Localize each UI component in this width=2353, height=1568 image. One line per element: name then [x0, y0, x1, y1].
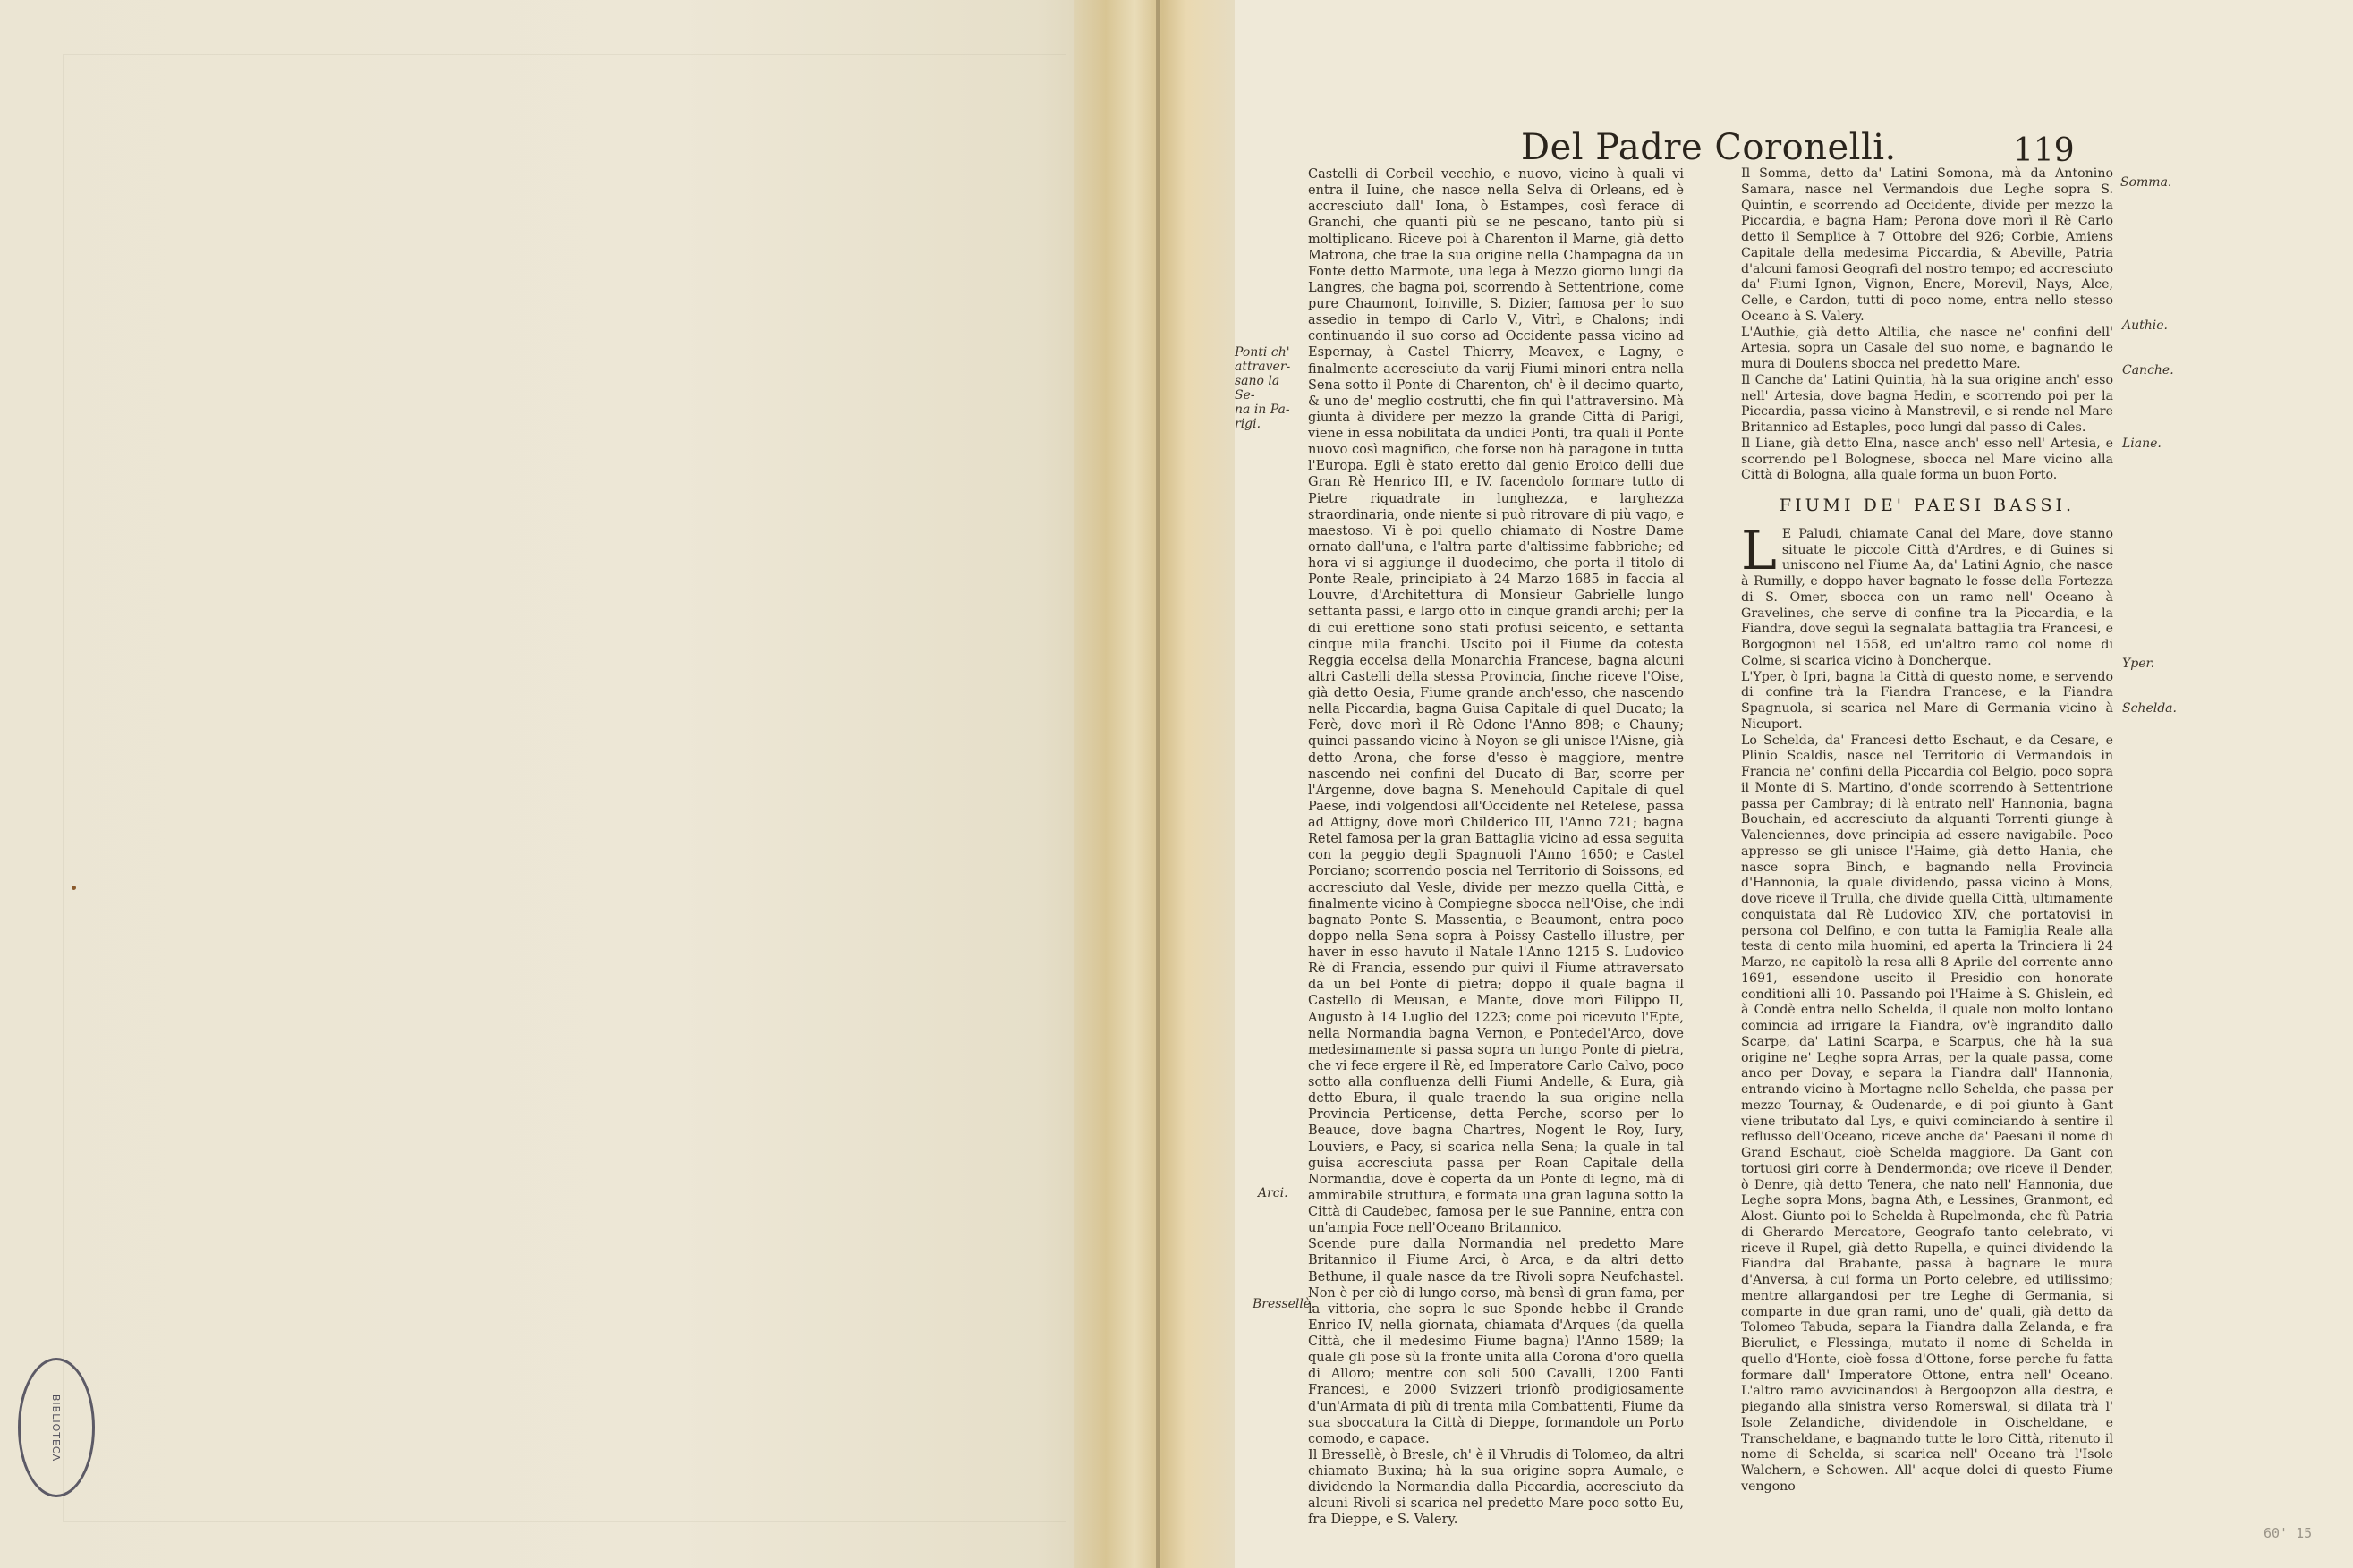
library-stamp-text: BIBLIOTECA — [50, 1394, 63, 1462]
margin-note-somma: Somma. — [2120, 175, 2172, 190]
text-column-left — [1308, 166, 1684, 1529]
margin-note-ponti: Ponti ch' attraver- sano la Se- na in Pa- rigi. — [1235, 345, 1291, 431]
margin-note-liane: Liane. — [2122, 436, 2162, 451]
paragraph: Il Liane, già detto Elna, nasce anch' esso nell' Artesia, e scorrendo pe'l Bolognese, sbocca nel Mare vicino alla Città di Bologna, alla quale forma un buon Porto. — [1741, 436, 2113, 483]
paragraph: Scende pure dalla Normandia nel predetto Mare Britannico il Fiume Arci, ò Arca, e da altri detto Bethune, il quale nasce da tre Rivoli sopra Neufchastel. Non è per ciò di lungo corso, mà bensì di gran fama, per la vittoria, che sopra le sue Sponde hebbe il Grande Enrico IV, nella giornata, chiamata d'Arques (da quella Città, che il medesimo Fiume bagna) l'Anno 1589; la quale gli pose sù la fronte unita alla Corona d'oro quella di Alloro; mentre con soli 500 Cavalli, 1200 Fanti Francesi, e 2000 Svizzeri trionfò prodigiosamente d'un'Armata di più di trenta mila Combattenti, Fiume da sua sboccatura la Città di Dieppe, formandole un Porto comodo, e capace. — [1308, 1237, 1684, 1446]
margin-note-authie: Authie. — [2122, 318, 2168, 333]
left-page-blank — [0, 0, 1127, 1568]
margin-note-schelda: Schelda. — [2122, 701, 2177, 716]
paragraph: L'Yper, ò Ipri, bagna la Città di questo nome, e servendo di confine trà la Fiandra Francese, e la Fiandra Spagnuola, si scarica nel Mare di Germania vicino à Nicuport. — [1741, 669, 2113, 732]
section-title: FIUMI DE' PAESI BASSI. — [1779, 496, 2076, 515]
margin-note-bresselle: Bressellè. — [1253, 1297, 1315, 1311]
ghost-map-frame — [63, 54, 1066, 1522]
paragraph: Il Canche da' Latini Quintia, hà la sua origine anch' esso nell' Artesia, dove bagna Hedin, e scorrendo poi per la Piccardia, passa vicino à Manstrevil, e si rende nel Mare Britannico ad Estaples, poco lungi dal passo di Cales. — [1741, 372, 2113, 435]
margin-note-arci: Arci. — [1258, 1186, 1288, 1200]
shelfmark: 60' 15 — [2264, 1525, 2313, 1541]
paragraph: Castelli di Corbeil vecchio, e nuovo, vicino à quali vi entra il Iuine, che nasce nella Selva di Orleans, ed è accresciuto dall' Iona, ò Estampes, così ferace di Granchi, che quanti più se ne pescano, tanto più si moltiplicano. Riceve poi à Charenton il Marne, già detto Matrona, che trae la sua origine nella Champagna da un Fonte detto Marmote, una lega à Mezzo giorno lungi da Langres, che bagna poi, scorrendo à Settentrione, come pure Chaumont, Ioinville, S. Dizier, famosa per lo suo assedio in tempo di Carlo V., Vitrì, e Chalons; indi continuando il suo corso ad Occidente passa vicino ad Espernay, à Castel Thierry, Meavex, e Lagny, e finalmente accresciuto da varij Fiumi minori entra nella Sena sotto il Ponte di Charenton, ch' è il decimo quarto, & uno de' meglio costrutti, che fin quì l'attraversino. Mà giunta à dividere per mezzo la grande Città di Parigi, viene in essa nobilitata da undici Ponti, tra quali il Ponte nuovo così magnifico, che forse non hà paragone in tutta l'Europa. Egli è stato eretto dal genio Eroico delli due Gran Rè Henrico III, e IV. facendolo formare tutto di Pietre riquadrate in lunghezza, e larghezza straordinaria, onde niente si può ritrovare di più vago, e maestoso. Vi è poi quello chiamato di Nostre Dame ornato dall'una, e l'altra parte d'altissime fabbriche; ed hora vi si aggiunge il duodecimo, che porta il titolo di Ponte Reale, principiato à 24 Marzo 1685 in faccia al Louvre, d'Architettura di Monsieur Gabrielle lungo settanta passi, e largo otto in cinque grandi archi; per la di cui erettione sono stati profusi seicento, e settanta cinque mila franchi. Uscito poi il Fiume da cotesta Reggia eccelsa della Monarchia Francese, bagna alcuni altri Castelli della stessa Provincia, finche riceve l'Oise, già detto Oesia, Fiume grande anch'esso, che nascendo nella Piccardia, bagna Guisa Capitale di quel Ducato; la Ferè, dove morì il Rè Odone l'Anno 898; e Chauny; quinci passando vicino à Noyon se gli unisce l'Aisne, già detto Arona, che forse d'esso è maggiore, mentre nascendo nei confini del Ducato di Bar, scorre per l'Argenne, dove bagna S. Menehould Capitale di quel Paese, indi volgendosi all'Occidente nel Retelese, passa ad Attigny, dove morì Childerico III, l'Anno 721; bagna Retel famosa per la gran Battaglia vicino ad essa seguita con la peggio degli Spagnuoli l'Anno 1650; e Castel Porciano; scorrendo poscia nel Territorio di Soissons, ed accresciuto dal Vesle, divide per mezzo quella Città, e finalmente vicino à Compiegne sbocca nell'Oise, che indi bagnato Ponte S. Massentia, e Beaumont, entra poco doppo nella Sena sopra à Poissy Castello illustre, per haver in esso havuto il Natale l'Anno 1215 S. Ludovico Rè di Francia, essendo pur quivi il Fiume attraversato da un bel Ponte di pietra; doppo il quale bagna il Castello di Meusan, e Mante, dove morì Filippo II, Augusto à 14 Luglio del 1223; come poi ricevuto l'Epte, nella Normandia bagna Vernon, e Pontedel'Arco, dove medesimamente si passa sopra un lungo Ponte di pietra, che vi fece ergere il Rè, ed Imperatore Carlo Calvo, poco sotto alla confluenza delli Fiumi Andelle, & Eura, già detto Ebura, il quale traendo la sua origine nella Provincia Perticense, detta Perche, scorso per lo Beauce, dove bagna Chartres, Nogent le Roy, Iury, Louviers, e Pacy, si scarica nella Sena; la quale in tal guisa accresciuta passa per Roan Capitale della Normandia, dove è coperta da un Ponte di legno, mà di ammirabile struttura, e formata una gran laguna sotto la Città di Caudebec, famosa per le sue Pannine, entra con un'ampia Foce nell'Oceano Britannico. — [1308, 167, 1684, 1236]
paragraph: Lo Schelda, da' Francesi detto Eschaut, e da Cesare, e Plinio Scaldis, nasce nel Territorio di Vermandois in Francia ne' confini della Piccardia col Belgio, poco sopra il Monte di S. Martino, d'onde scorrendo à Settentrione passa per Cambray; di là entrato nell' Hannonia, bagna Bouchain, ed accresciuto da alquanti Torrenti giunge à Valenciennes, dove principia ad essere navigabile. Poco appresso se gli unisce l'Haime, già detto Hania, che nasce sopra Binch, e bagnando nella Provincia d'Hannonia, la quale dividendo, passa vicino à Mons, dove riceve il Trulla, che divide quella Città, ultimamente conquistata dal Rè Ludovico XIV, che portatovisi in persona col Delfino, e con tutta la Famiglia Reale alla testa di cento mila huomini, ed aperta la Trinciera li 24 Marzo, ne capitolò la resa alli 8 Aprile del corrente anno 1691, essendone uscito il Presidio con honorate conditioni alli 10. Passando poi l'Haime à S. Ghislein, ed à Condè entra nello Schelda, il quale non molto lontano comincia ad irrigare la Fiandra, ov'è ingrandito dallo Scarpe, da' Latini Scarpa, e Scarpus, che hà la sua origine ne' Leghe sopra Arras, per la quale passa, come anco per Dovay, e separa la Fiandra dall' Hannonia, entrando vicino à Mortagne nello Schelda, che passa per mezzo Tournay, & Oudenarde, e di poi giunto à Gant viene tributato dal Lys, e quivi cominciando à sentire il reflusso dell'Oceano, riceve anche da' Paesani il nome di Grand Eschaut, cioè Schelda maggiore. Da Gant con tortuosi giri corre à Dendermonda; ove riceve il Dender, ò Denre, già detto Tenera, che nato nell' Hannonia, due Leghe sopra Mons, bagna Ath, e Lessines, Granmont, ed Alost. Giunto poi lo Schelda à Rupelmonda, che fù Patria di Gherardo Mercatore, Geografo tanto celebrato, vi riceve il Rupel, già detto Rupella, e quinci dividendo la Fiandra dal Brabante, passa à bagnare le mura d'Anversa, à cui forma un Porto celebre, ed utilissimo; mentre allargandosi per tre Leghe di Germania, si compartе in due gran rami, uno de' quali, già detto da Tolomeo Tabuda, separa la Fiandra dalla Zelanda, e fra Bierulict, e Flessinga, mutato il nome di Schelda in quello d'Honte, cioè fossa d'Ottone, forse perche fu fatta formare dall' Imperatore Ottone, entra nell' Oceano. L'altro ramo avvicinandosi à Bergoopzon alla destra, e piegando alla sinistra verso Romerswal, si dilata trà l' Isole Zelandiche, dividendole in Oischeldane, e Transcheldane, e bagnando tutte le loro Città, ritenuto il nome di Schelda, si scarica nell' Oceano trà l'Isole Walchern, e Schowen. All' acque dolci di questo Fiume vengono — [1741, 733, 2113, 1494]
book-gutter — [1074, 0, 1235, 1568]
paragraph: E Paludi, chiamate Canal del Mare, dove stanno situate le piccole Città d'Ardres, e di Guines si uniscono nel Fiume Aa, da' Latini Agnio, che nasce à Rumilly, e doppo haver bagnato le fosse della Fortezza di S. Omer, sbocca con un ramo nell' Oceano à Gravelines, che serve di confine tra la Piccardia, e la Fiandra, dove seguì la segnalata battaglia tra Francesi, e Borgognoni nel 1558, ed un'altro ramo col nome di Colme, si scarica vicino à Doncherque. — [1741, 526, 2113, 668]
paragraph: Il Bressellè, ò Bresle, ch' è il Vhrudis di Tolomeo, da altri chiamato Buxina; hà la sua origine sopra Aumale, e dividendo la Normandia dalla Piccardia, accresciuto da alcuni Rivoli si scarica nel predetto Mare poco sotto Eu, fra Dieppe, e S. Valery. — [1308, 1447, 1684, 1528]
library-stamp — [18, 1358, 95, 1497]
gutter-fold — [1156, 0, 1160, 1568]
foxing-spot — [72, 886, 76, 890]
paragraph: Il Somma, detto da' Latini Somona, mà da Antonino Samara, nasce nel Vermandois due Leghe sopra S. Quintin, e scorrendo ad Occidente, divide per mezzo la Piccardia, e bagna Ham; Perona dove morì il Rè Carlo detto il Semplice à 7 Ottobre del 926; Corbie, Amiens Capitale della medesima Piccardia, & Abeville, Patria d'alcuni famosi Geografi del nostro tempo; ed accresciuto da' Fiumi Ignon, Vignon, Encre, Morevil, Nays, Alce, Celle, e Cardon, tutti di poco nome, entra nello stesso Oceano à S. Valery. — [1741, 166, 2113, 324]
margin-note-canche: Canche. — [2122, 363, 2174, 377]
margin-note-yper: Yper. — [2122, 657, 2155, 671]
page-number: 119 — [2013, 132, 2075, 169]
drop-cap: L — [1741, 519, 1777, 582]
text-column-right — [1741, 166, 2113, 1496]
paragraph: L'Authie, già detto Altilia, che nasce ne' confini dell' Artesia, sopra un Casale del suo nome, e bagnando le mura di Doulens sbocca nel predetto Mare. — [1741, 325, 2113, 371]
running-head: Del Padre Coronelli. — [1521, 127, 1897, 168]
